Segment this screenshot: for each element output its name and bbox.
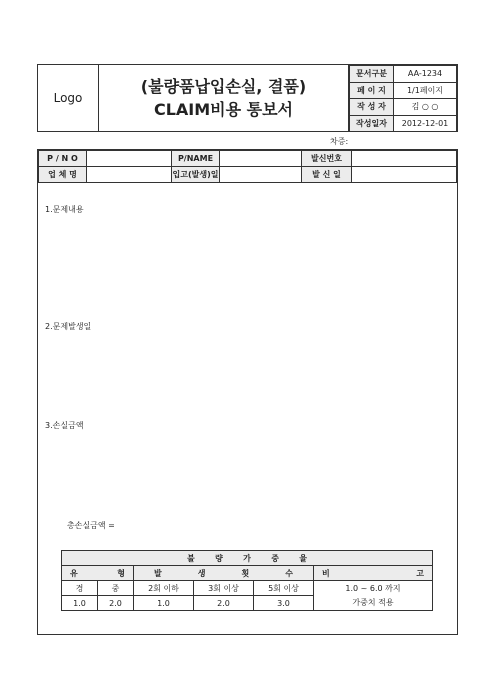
count-3-or-more: 3회 이상 (194, 581, 254, 596)
vendor-label: 업 체 명 (39, 167, 87, 183)
doc-type-value: AA-1234 (394, 66, 457, 83)
document-meta-table (349, 65, 457, 132)
pname-label: P/NAME (172, 151, 220, 167)
chajeung-label: 차증: (330, 137, 349, 146)
section-occurrence: 2.문제발생일 (45, 322, 92, 331)
weight-heavy: 2.0 (98, 596, 134, 611)
type-light: 경 (62, 581, 98, 596)
document-header (37, 64, 458, 132)
total-loss-label: 총손실금액 = (67, 521, 115, 530)
section-loss: 3.손실금액 (45, 421, 84, 430)
weight-2-or-less: 1.0 (134, 596, 194, 611)
doc-type-label: 문서구분 (350, 66, 394, 83)
send-date-field[interactable] (352, 167, 457, 183)
author-label: 작 성 자 (350, 99, 394, 116)
remark-header: 비 고 (314, 566, 433, 581)
weight-light: 1.0 (62, 596, 98, 611)
title-line-1: (불량품납입손실, 결품) (140, 77, 307, 96)
page-label: 페 이 지 (350, 82, 394, 99)
date-label: 작성일자 (350, 115, 394, 132)
occurrence-header: 발 생 횟 수 (134, 566, 314, 581)
type-heavy: 중 (98, 581, 134, 596)
count-5-or-more: 5회 이상 (254, 581, 314, 596)
send-no-label: 발신번호 (302, 151, 352, 167)
inbound-date-label: 입고(발생)일 (172, 167, 220, 183)
page-value: 1/1페이지 (394, 82, 457, 99)
section-problem: 1.문제내용 (45, 205, 84, 214)
author-value: 김 ○ ○ (394, 99, 457, 116)
info-table (38, 150, 457, 183)
title-line-2: CLAIM비용 통보서 (153, 100, 294, 119)
document-title (99, 65, 349, 131)
pname-field[interactable] (220, 151, 302, 167)
defect-table-title: 불 량 가 중 율 (62, 551, 433, 566)
weight-5-or-more: 3.0 (254, 596, 314, 611)
inbound-date-field[interactable] (220, 167, 302, 183)
pno-label: P / N O (39, 151, 87, 167)
vendor-field[interactable] (87, 167, 172, 183)
logo: Logo (38, 65, 99, 131)
send-date-label: 발 신 일 (302, 167, 352, 183)
send-no-field[interactable] (352, 151, 457, 167)
remark-cell: 1.0 ~ 6.0 까지 가중치 적용 (314, 581, 433, 611)
count-2-or-less: 2회 이하 (134, 581, 194, 596)
defect-weight-table (61, 550, 433, 611)
weight-3-or-more: 2.0 (194, 596, 254, 611)
date-value: 2012-12-01 (394, 115, 457, 132)
pno-field[interactable] (87, 151, 172, 167)
type-header: 유 형 (62, 566, 134, 581)
